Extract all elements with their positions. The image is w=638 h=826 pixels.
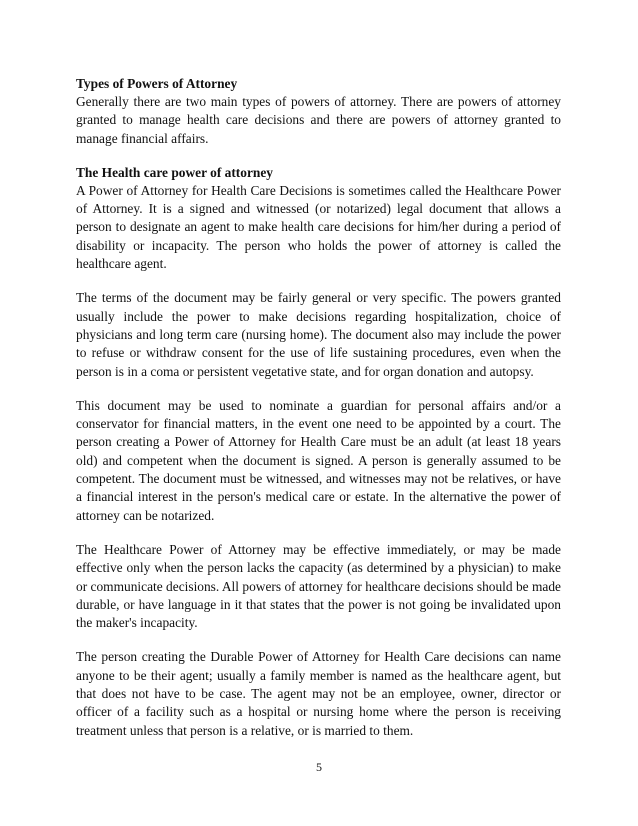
paragraph: The Healthcare Power of Attorney may be effective immediately, or may be made effective only when the person lacks the capacity (as determined by a physician) to make or communicate decisions. All powers of attorney for healthcare decisions should be made durable, or have language in it that states that the power is not going be invalidated upon the maker's incapacity.	[76, 541, 561, 631]
paragraph: The person creating the Durable Power of Attorney for Health Care decisions can name anyone to be their agent; usually a family member is named as the healthcare agent, but that does not have to be case. The agent may not be an employee, owner, director or officer of a facility such as a hospital or nursing home where the person is receiving treatment unless that person is a relative, or is married to them.	[76, 649, 561, 738]
page-number: 5	[316, 760, 322, 774]
paragraph: A Power of Attorney for Health Care Decisions is sometimes called the Healthcare Power of Attorney. It is a signed and witnessed (or notarized) legal document that allows a person to designate an agent to make health care decisions for him/her during a period of disability or incapacity. The person who holds the power of attorney is called the healthcare agent.	[76, 182, 561, 272]
paragraph: This document may be used to nominate a guardian for personal affairs and/or a conservator for financial matters, in the event one need to be appointed by a court. The person creating a Power of Attorney for Health Care must be an adult (at least 18 years old) and competent when the document is signed. A person is generally assumed to be competent. The document must be witnessed, and witnesses may not be relatives, or have a financial interest in the person's medical care or estate. In the alternative the power of attorney can be notarized.	[76, 397, 561, 523]
paragraph: The terms of the document may be fairly general or very specific. The powers granted usually include the power to make decisions regarding hospitalization, choice of physicians and long term care (nursing home). The document also may include the power to refuse or withdraw consent for the use of life sustaining procedures, even when the person is in a coma or persistent vegetative state, and for organ donation and autopsy.	[76, 290, 561, 379]
section-health-care-power	[76, 164, 561, 740]
section-heading: The Health care power of attorney	[76, 164, 273, 180]
section-heading: Types of Powers of Attorney	[76, 76, 238, 91]
document-page	[76, 75, 561, 756]
paragraph: Generally there are two main types of powers of attorney. There are powers of attorney granted to manage health care decisions and there are powers of attorney granted to manage financial affairs.	[76, 94, 561, 146]
section-types-of-powers	[76, 75, 561, 148]
